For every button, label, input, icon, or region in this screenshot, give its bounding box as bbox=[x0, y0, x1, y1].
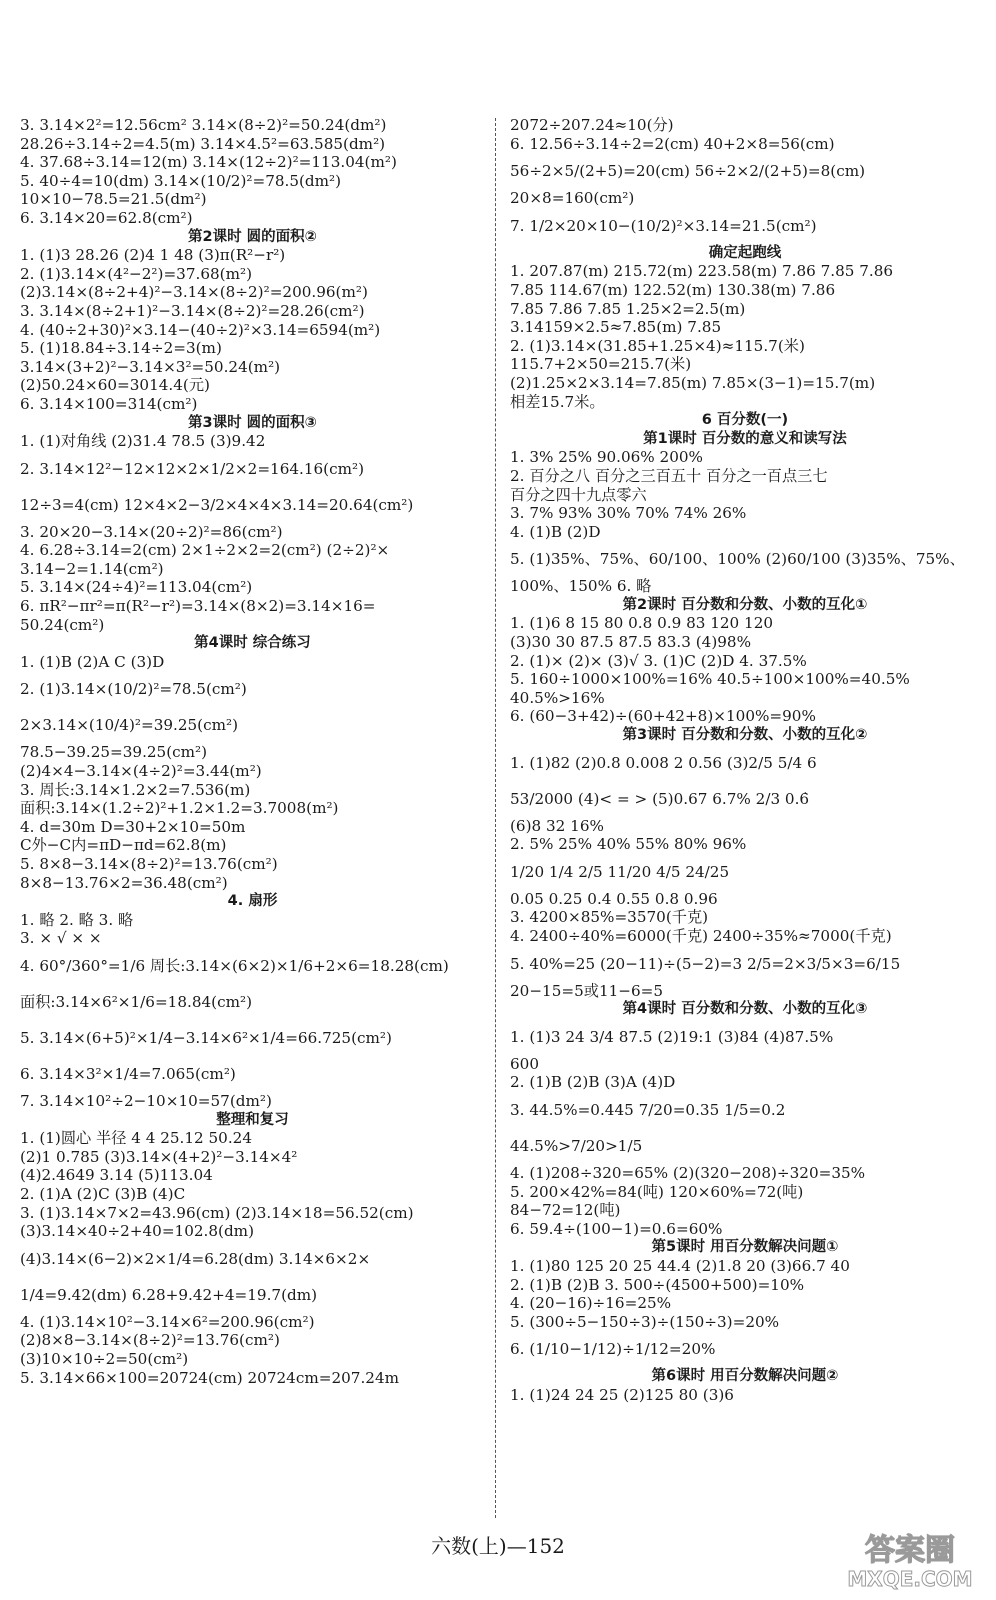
answer-line: 1. (1)3 24 3/4 87.5 (2)19:1 (3)84 (4)87.5% bbox=[510, 1027, 834, 1046]
answer-line: 6. 3.14×20=62.8(cm²) bbox=[20, 208, 193, 227]
section-heading: 第4课时 百分数和分数、小数的互化③ bbox=[622, 1001, 868, 1018]
answer-line: 3. 3.14×(8÷2+1)²−3.14×(8÷2)²=28.26(cm²) bbox=[20, 301, 365, 320]
answer-line: (2)4×4−3.14×(4÷2)²=3.44(m²) bbox=[20, 762, 262, 781]
answer-line: 3. 20×20−3.14×(20÷2)²=86(cm²) bbox=[20, 522, 283, 541]
answer-line: 20−15=5或11−6=5 bbox=[510, 981, 664, 1000]
answer-line: (2)3.14×(8÷2+4)²−3.14×(8÷2)²=200.96(m²) bbox=[20, 283, 368, 302]
answer-line: 3.14159×2.5≈7.85(m) 7.85 bbox=[510, 318, 722, 337]
answer-line: (3)30 30 87.5 87.5 83.3 (4)98% bbox=[510, 633, 752, 652]
answer-line: 5. (1)18.84÷3.14÷2=3(m) bbox=[20, 339, 222, 358]
section-heading: 第3课时 圆的面积③ bbox=[188, 414, 317, 431]
answer-line: 40.5%>16% bbox=[510, 688, 605, 707]
answer-line: 1. (1)对角线 (2)31.4 78.5 (3)9.42 bbox=[20, 432, 266, 451]
answer-line: 2. (1)3.14×(31.85+1.25×4)≈115.7(米) bbox=[510, 336, 805, 355]
answer-line: 1. (1)24 24 25 (2)125 80 (3)6 bbox=[510, 1385, 734, 1404]
answer-line: 2. (1)A (2)C (3)B (4)C bbox=[20, 1184, 186, 1203]
answer-line: (3)10×10÷2=50(cm²) bbox=[20, 1349, 189, 1368]
answer-line: 百分之四十九点零六 bbox=[510, 485, 647, 504]
answer-line: 5. 8×8−3.14×(8÷2)²=13.76(cm²) bbox=[20, 855, 278, 873]
svg-text:答案圈: 答案圈 bbox=[865, 1533, 955, 1568]
section-heading: 第2课时 百分数和分数、小数的互化① bbox=[622, 596, 868, 613]
answer-line: 6. πR²−πr²=π(R²−r²)=3.14×(8×2)=3.14×16= bbox=[20, 597, 376, 616]
section-heading: 确定起跑线 bbox=[708, 244, 782, 261]
section-heading: 4. 扇形 bbox=[227, 893, 278, 910]
section-heading: 第2课时 圆的面积② bbox=[188, 228, 317, 245]
answer-line: 1. (1)80 125 20 25 44.4 (2)1.8 20 (3)66.7 40 bbox=[510, 1256, 850, 1275]
answer-line: 5. 3.14×66×100=20724(cm) 20724cm=207.24m bbox=[20, 1368, 400, 1387]
answer-line: 1. 略 2. 略 3. 略 bbox=[20, 910, 134, 929]
column-divider bbox=[495, 118, 496, 1518]
answer-line: 50.24(cm²) bbox=[20, 615, 105, 634]
answer-line: 3.14×(3+2)²−3.14×3²=50.24(m²) bbox=[20, 357, 281, 376]
answer-line: 2. (1)B (2)B 3. 500÷(4500+500)=10% bbox=[510, 1275, 805, 1294]
watermark-logo bbox=[830, 1526, 990, 1592]
answer-line: 4. (20−16)÷16=25% bbox=[510, 1294, 672, 1313]
answer-line: (2)8×8−3.14×(8÷2)²=13.76(cm²) bbox=[20, 1331, 280, 1350]
answer-line: 100%、150% 6. 略 bbox=[510, 577, 652, 596]
answer-line: 2. (1)B (2)B (3)A (4)D bbox=[510, 1073, 676, 1092]
answer-line: 53/2000 (4)< = > (5)0.67 6.7% 2/3 0.6̇ bbox=[510, 789, 810, 808]
answer-line: 4. 2400÷40%=6000(千克) 2400÷35%≈7000(千克) bbox=[510, 927, 892, 945]
answer-line: 3. 7% 93% 30% 70% 74% 26% bbox=[510, 504, 747, 523]
answer-line: 2. 3.14×12²−12×12×2×1/2×2=164.16(cm²) bbox=[20, 459, 365, 478]
answer-line: 1. (1)圆心 半径 4 4 25.12 50.24 bbox=[20, 1129, 253, 1148]
answer-line: 10×10−78.5=21.5(dm²) bbox=[20, 190, 207, 209]
answer-line: 8×8−13.76×2=36.48(cm²) bbox=[20, 873, 228, 892]
answer-line: 3. 周长:3.14×1.2×2=7.536(m) bbox=[20, 780, 251, 799]
answer-line: 78.5−39.25=39.25(cm²) bbox=[20, 743, 208, 762]
answer-line: (4)2.4649 3.14 (5)113.04 bbox=[20, 1166, 213, 1185]
answer-line: 4. (40÷2+30)²×3.14−(40÷2)²×3.14=6594(m²) bbox=[20, 320, 381, 339]
answer-line: 3. 44.5%=0.445 7/20=0.35 1/5=0.2 bbox=[510, 1100, 786, 1119]
answer-line: 1. (1)82 (2)0.8 0.008 2 0.56 (3)2/5 5/4 6 bbox=[510, 753, 817, 772]
answer-line: 6. 59.4÷(100−1)=0.6=60% bbox=[510, 1219, 723, 1238]
answer-line: 2. 百分之八 百分之三百五十 百分之一百点三七 bbox=[510, 466, 828, 485]
answer-line: 面积:3.14×6²×1/6=18.84(cm²) bbox=[20, 992, 253, 1011]
answer-line: 2. (1)× (2)× (3)√ 3. (1)C (2)D 4. 37.5% bbox=[510, 651, 807, 670]
answer-line: 1. 207.87(m) 215.72(m) 223.58(m) 7.86 7.85 7.86 bbox=[510, 262, 894, 281]
answer-line: 面积:3.14×(1.2÷2)²+1.2×1.2=3.7008(m²) bbox=[20, 799, 339, 818]
answer-line: 28.26÷3.14÷2=4.5(m) 3.14×4.5²=63.585(dm²) bbox=[20, 134, 386, 153]
answer-line: 6. 12.56÷3.14÷2=2(cm) 40+2×8=56(cm) bbox=[510, 134, 835, 153]
answer-line: 3. 3.14×2²=12.56cm² 3.14×(8÷2)²=50.24(dm²) bbox=[20, 116, 387, 134]
section-heading: 第4课时 综合练习 bbox=[194, 635, 311, 652]
answer-line: 84−72=12(吨) bbox=[510, 1201, 621, 1220]
answer-line: (2)50.24×60=3014.4(元) bbox=[20, 376, 210, 395]
answer-line: (6)8 32 16% bbox=[510, 816, 604, 835]
answer-line: 1. (1)6 8 15 80 0.8 0.9 83 120 120 bbox=[510, 614, 774, 633]
answer-line: (3)3.14×40÷2+40=102.8(dm) bbox=[20, 1222, 254, 1241]
answer-line: 4. (1)3.14×10²−3.14×6²=200.96(cm²) bbox=[20, 1312, 315, 1331]
answer-line: 4. (1)B (2)D bbox=[510, 522, 601, 541]
left-column bbox=[20, 116, 485, 1387]
section-heading: 6 百分数(一) bbox=[701, 412, 789, 429]
answer-line: 5. (300÷5−150÷3)÷(150÷3)=20% bbox=[510, 1312, 780, 1331]
answer-line: 3. × √ × × bbox=[20, 929, 102, 948]
answer-line: 1. (1)3 28.26 (2)4 1 48 (3)π(R²−r²) bbox=[20, 246, 286, 265]
answer-line: (4)3.14×(6−2)×2×1/4=6.28(dm) 3.14×6×2× bbox=[20, 1249, 371, 1268]
answer-line: (2)1 0.785 (3)3.14×(4+2)²−3.14×4² bbox=[20, 1147, 298, 1166]
answer-line: 12÷3=4(cm) 12×4×2−3/2×4×4×3.14=20.64(cm²) bbox=[20, 495, 414, 514]
answer-line: 4. 37.68÷3.14=12(m) 3.14×(12÷2)²=113.04(m²) bbox=[20, 153, 397, 172]
answer-line: 7.85 7.86 7.85 1.25×2=2.5(m) bbox=[510, 299, 746, 318]
answer-line: 2. (1)3.14×(4²−2²)=37.68(m²) bbox=[20, 264, 252, 283]
section-heading: 第3课时 百分数和分数、小数的互化② bbox=[622, 727, 868, 744]
right-column bbox=[510, 116, 980, 1405]
answer-line: 20×8=160(cm²) bbox=[510, 189, 635, 208]
answer-line: 6. 3.14×3²×1/4=7.065(cm²) bbox=[20, 1064, 236, 1083]
answer-line: 2×3.14×(10/4)²=39.25(cm²) bbox=[20, 716, 239, 735]
answer-line: 相差15.7米。 bbox=[510, 392, 605, 411]
answer-line: 4. 6.28÷3.14=2(cm) 2×1÷2×2=2(cm²) (2÷2)²× bbox=[20, 541, 390, 560]
answer-line: 2. (1)3.14×(10/2)²=78.5(cm²) bbox=[20, 680, 247, 699]
answer-line: 1. 3% 25% 90.06% 200% bbox=[510, 448, 703, 467]
answer-line: 6. (1/10−1/12)÷1/12=20% bbox=[510, 1340, 716, 1359]
answer-line: 5. 3.14×(24÷4)²=113.04(cm²) bbox=[20, 578, 253, 597]
answer-line: 44.5%>7/20>1/5 bbox=[510, 1136, 643, 1155]
answer-line: 2. 5% 25% 40% 55% 80% 96% bbox=[510, 835, 747, 854]
answer-line: 3. 4200×85%=3570(千克) bbox=[510, 908, 709, 927]
answer-line: 4. (1)208÷320=65% (2)(320−208)÷320=35% bbox=[510, 1163, 866, 1182]
answer-line: 4. d=30m D=30+2×10=50m bbox=[20, 817, 246, 836]
answer-line: 5. 200×42%=84(吨) 120×60%=72(吨) bbox=[510, 1182, 804, 1201]
answer-line: 6. 3.14×100=314(cm²) bbox=[20, 394, 198, 413]
answer-line: 2072÷207.24≈10(分) bbox=[510, 116, 674, 134]
answer-line: (2)1.25×2×3.14=7.85(m) 7.85×(3−1)=15.7(m) bbox=[510, 373, 876, 392]
answer-line: 1/4=9.42(dm) 6.28+9.42+4=19.7(dm) bbox=[20, 1285, 318, 1304]
answer-line: 115.7+2×50=215.7(米) bbox=[510, 355, 692, 374]
answer-line: 5. 40%=25 (20−11)÷(5−2)=3 2/5=2×3/5×3=6/15 bbox=[510, 954, 901, 973]
answer-line: 7.85 114.67(m) 122.52(m) 130.38(m) 7.86 bbox=[510, 280, 836, 299]
answer-line: 5. 40÷4=10(dm) 3.14×(10/2)²=78.5(dm²) bbox=[20, 171, 342, 190]
answer-line: 5. 3.14×(6+5)²×1/4−3.14×6²×1/4=66.725(cm²) bbox=[20, 1028, 392, 1047]
page-footer: 六数(上)—152 bbox=[431, 1534, 565, 1558]
answer-line: 7. 1/2×20×10−(10/2)²×3.14=21.5(cm²) bbox=[510, 216, 817, 235]
answer-line: 6. (60−3+42)÷(60+42+8)×100%=90% bbox=[510, 707, 816, 726]
section-heading: 整理和复习 bbox=[216, 1111, 289, 1128]
section-heading: 第1课时 百分数的意义和读写法 bbox=[643, 430, 847, 447]
answer-line: 7. 3.14×10²÷2−10×10=57(dm²) bbox=[20, 1091, 272, 1110]
answer-line: 1. (1)B (2)A C (3)D bbox=[20, 652, 165, 671]
answer-line: 5. 160÷1000×100%=16% 40.5÷100×100%=40.5% bbox=[510, 670, 910, 689]
answer-line: 56÷2×5/(2+5)=20(cm) 56÷2×2/(2+5)=8(cm) bbox=[510, 162, 866, 181]
svg-text:MXQE.COM: MXQE.COM bbox=[847, 1567, 973, 1591]
answer-line: 4. 60°/360°=1/6 周长:3.14×(6×2)×1/6+2×6=18.28(cm) bbox=[20, 956, 449, 975]
answer-line: 1/20 1/4 2/5 11/20 4/5 24/25 bbox=[510, 862, 730, 881]
section-heading: 第6课时 用百分数解决问题② bbox=[651, 1368, 839, 1385]
answer-line: 3. (1)3.14×7×2=43.96(cm) (2)3.14×18=56.52(cm) bbox=[20, 1203, 414, 1222]
section-heading: 第5课时 用百分数解决问题① bbox=[651, 1239, 839, 1256]
answer-line: 5. (1)35%、75%、60/100、100% (2)60/100 (3)35%、75%、 bbox=[510, 550, 965, 569]
answer-line: 0.05 0.25 0.4 0.55 0.8 0.96 bbox=[510, 889, 718, 908]
answer-line: C外−C内=πD−πd=62.8(m) bbox=[20, 836, 227, 855]
answer-line: 3.14−2=1.14(cm²) bbox=[20, 559, 164, 578]
answer-line: 600 bbox=[510, 1054, 539, 1073]
